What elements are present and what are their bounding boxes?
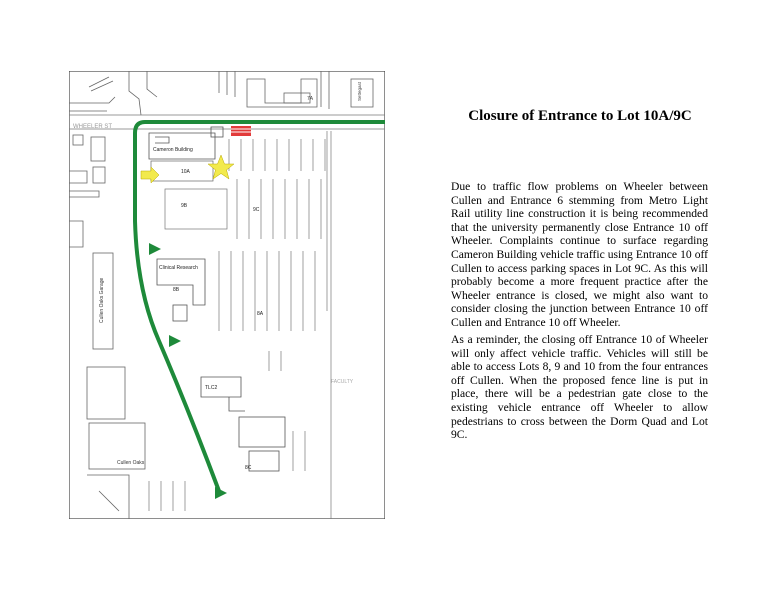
clinical-research-label: Clinical Research <box>159 265 198 271</box>
map-border <box>69 71 385 519</box>
tlc2-label: TLC2 <box>205 385 218 391</box>
faculty-label: FACULTY <box>331 379 354 385</box>
lot-9c-label: 9C <box>253 207 260 213</box>
lot-8b-label: 8B <box>173 287 180 293</box>
page-title: Closure of Entrance to Lot 10A/9C <box>468 108 692 124</box>
campus-map <box>69 71 385 519</box>
cullen-oaks-garage-label: Cullen Oaks Garage <box>99 277 105 323</box>
campus-map-svg <box>69 71 385 519</box>
paragraph-2: As a reminder, the closing off Entrance 10 of Wheeler will only affect vehicle traffic. Vehicles will still be able to access Lots 8, 9 and 10 from the four entrances off Cullen. When the proposed fence line is put in place, there will be a pedestrian gate close to the existing vehicle entrance off Wheeler to allow pedestrians to cross between the Dorm Quad and Lot 9C. <box>451 333 708 442</box>
lot-8a-label: 8A <box>257 311 264 317</box>
lot-7a-label: 7A <box>307 96 314 102</box>
lot-9b-label: 9B <box>181 203 188 209</box>
lot-8c-label: 8C <box>245 465 252 471</box>
closure-barrier <box>231 126 251 136</box>
cameron-building-label: Cameron Building <box>153 147 193 153</box>
cullen-oaks-label: Cullen Oaks <box>117 460 145 466</box>
paragraph-1: Due to traffic flow problems on Wheeler between Cullen and Entrance 6 stemming from Metro Light Rail utility line construction it is being recommended that the university permanently close Entrance 10 off Wheeler. Complaints continue to surface regarding Cameron Building vehicle traffic using Entrance 10 off Cullen to access parking spaces in Lot 9C. As this will probably become a more frequent practice after the Wheeler entrance is closed, we might also want to consider closing the junction between Entrance 10 off Cullen and Entrance 10 off Wheeler. <box>451 180 708 329</box>
lot-10a-label: 10A <box>181 169 190 175</box>
side-street-label: Settegast <box>357 81 362 101</box>
wheeler-street-label: WHEELER ST <box>73 124 113 130</box>
